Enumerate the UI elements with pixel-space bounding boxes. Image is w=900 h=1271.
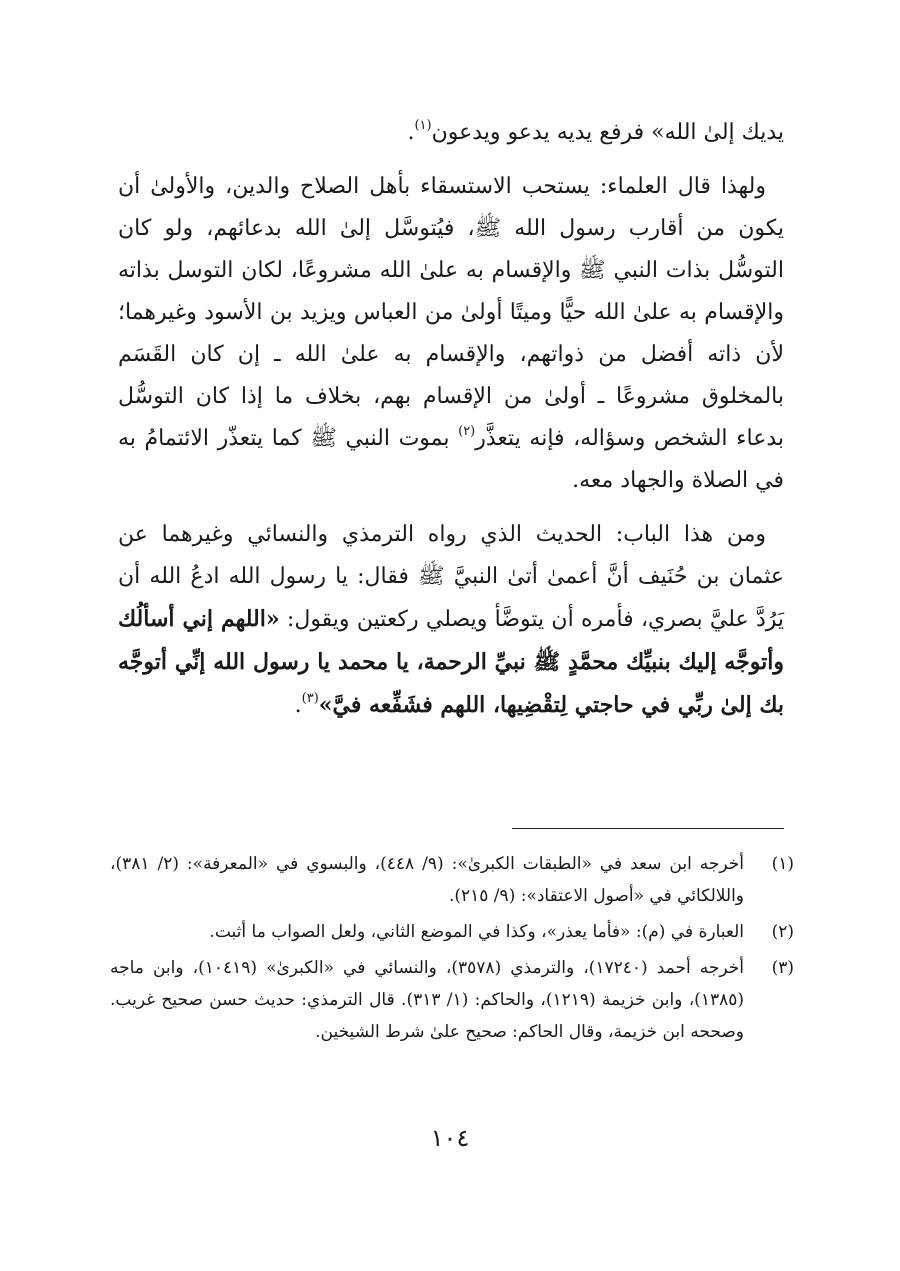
footnote-text: أخرجه أحمد (١٧٢٤٠)، والترمذي (٣٥٧٨)، والنسائي في «الكبرىٰ» (١٠٤١٩)، وابن ماجه (١٣٨٥)، وابن خزيمة (١٢١٩)، والحاكم: (١/ ٣١٣). قال الترمذي: حديث حسن صحيح غريب. وصححه ابن خزيمة، وقال الحاكم: صحيح علىٰ شرط الشيخين. [110, 958, 744, 1042]
footnote-separator [512, 828, 784, 829]
hadith-quote: «اللهم إني أسألُك وأتوجَّه إليك بنبيِّك محمَّدٍ ﷺ نبيِّ الرحمة، يا محمد يا رسول الله إنِّي أتوجَّه بك إلىٰ ربِّي في حاجتي لِتقْضِيها، اللهم فشَفِّعه فيَّ» [118, 606, 784, 718]
paragraph-3-tail: . [294, 693, 302, 718]
footnote-number: (١) [771, 854, 794, 874]
footnote-ref-1: (١) [414, 118, 432, 133]
footnote-1 [110, 848, 794, 912]
footnote-ref-2: (٢) [458, 424, 476, 439]
paragraph-3 [118, 514, 784, 727]
paragraph-2-text: ولهذا قال العلماء: يستحب الاستسقاء بأهل الصلاح والدين، والأولىٰ أن يكون من أقارب رسول الله ﷺ، فيُتوسَّل إلىٰ الله بدعائهم، ولو كان التوسُّل بذات النبي ﷺ والإقسام به علىٰ الله مشروعًا، لكان التوسل بذاته والإقسام به علىٰ الله حيًّا وميتًا أولىٰ من العباس ويزيد بن الأسود وغيرهما؛ لأن ذاته أفضل من ذواتهم، والإقسام به علىٰ الله ـ إن كان القَسَم بالمخلوق مشروعًا ـ أولىٰ من الإقسام بهم، بخلاف ما إذا كان التوسُّل بدعاء الشخص وسؤاله، فإنه يتعذَّر [118, 174, 784, 451]
footnote-text: أخرجه ابن سعد في «الطبقات الكبرىٰ»: (٩/ ٤٤٨)، والبسوي في «المعرفة»: (٢/ ٣٨١)، واللالكائي في «أصول الاعتقاد»: (٩/ ٢١٥). [110, 854, 745, 906]
paragraph-2-tail: بموت النبي ﷺ كما يتعذّر الائتمامُ به في الصلاة والجهاد معه. [118, 426, 784, 493]
footnote-2 [110, 916, 794, 948]
paragraph-2 [118, 166, 784, 502]
footnote-number: (٣) [771, 958, 794, 978]
footnotes [110, 848, 794, 1052]
paragraph-1-tail: . [407, 120, 415, 145]
paragraph-1-text: يديك إلىٰ الله» فرفع يديه يدعو ويدعون [431, 120, 784, 145]
footnote-ref-3: (٣) [301, 691, 319, 706]
footnote-text: العبارة في (م): «فأما يعذر»، وكذا في الموضع الثاني، ولعل الصواب ما أثبت. [209, 922, 744, 942]
page-number: ١٠٤ [430, 1124, 470, 1152]
footnote-3 [110, 952, 794, 1048]
paragraph-1 [118, 112, 784, 154]
footnote-number: (٢) [771, 922, 794, 942]
main-text [118, 112, 784, 727]
paragraph-3-text: ومن هذا الباب: الحديث الذي رواه الترمذي والنسائي وغيرهما عن عثمان بن حُنَيف أنَّ أعمىٰ أتىٰ النبيَّ ﷺ فقال: يا رسول الله ادعُ الله أن يَرُدَّ عليَّ بصري، فأمره أن يتوضَّأ ويصلي ركعتين ويقول: [118, 522, 785, 632]
